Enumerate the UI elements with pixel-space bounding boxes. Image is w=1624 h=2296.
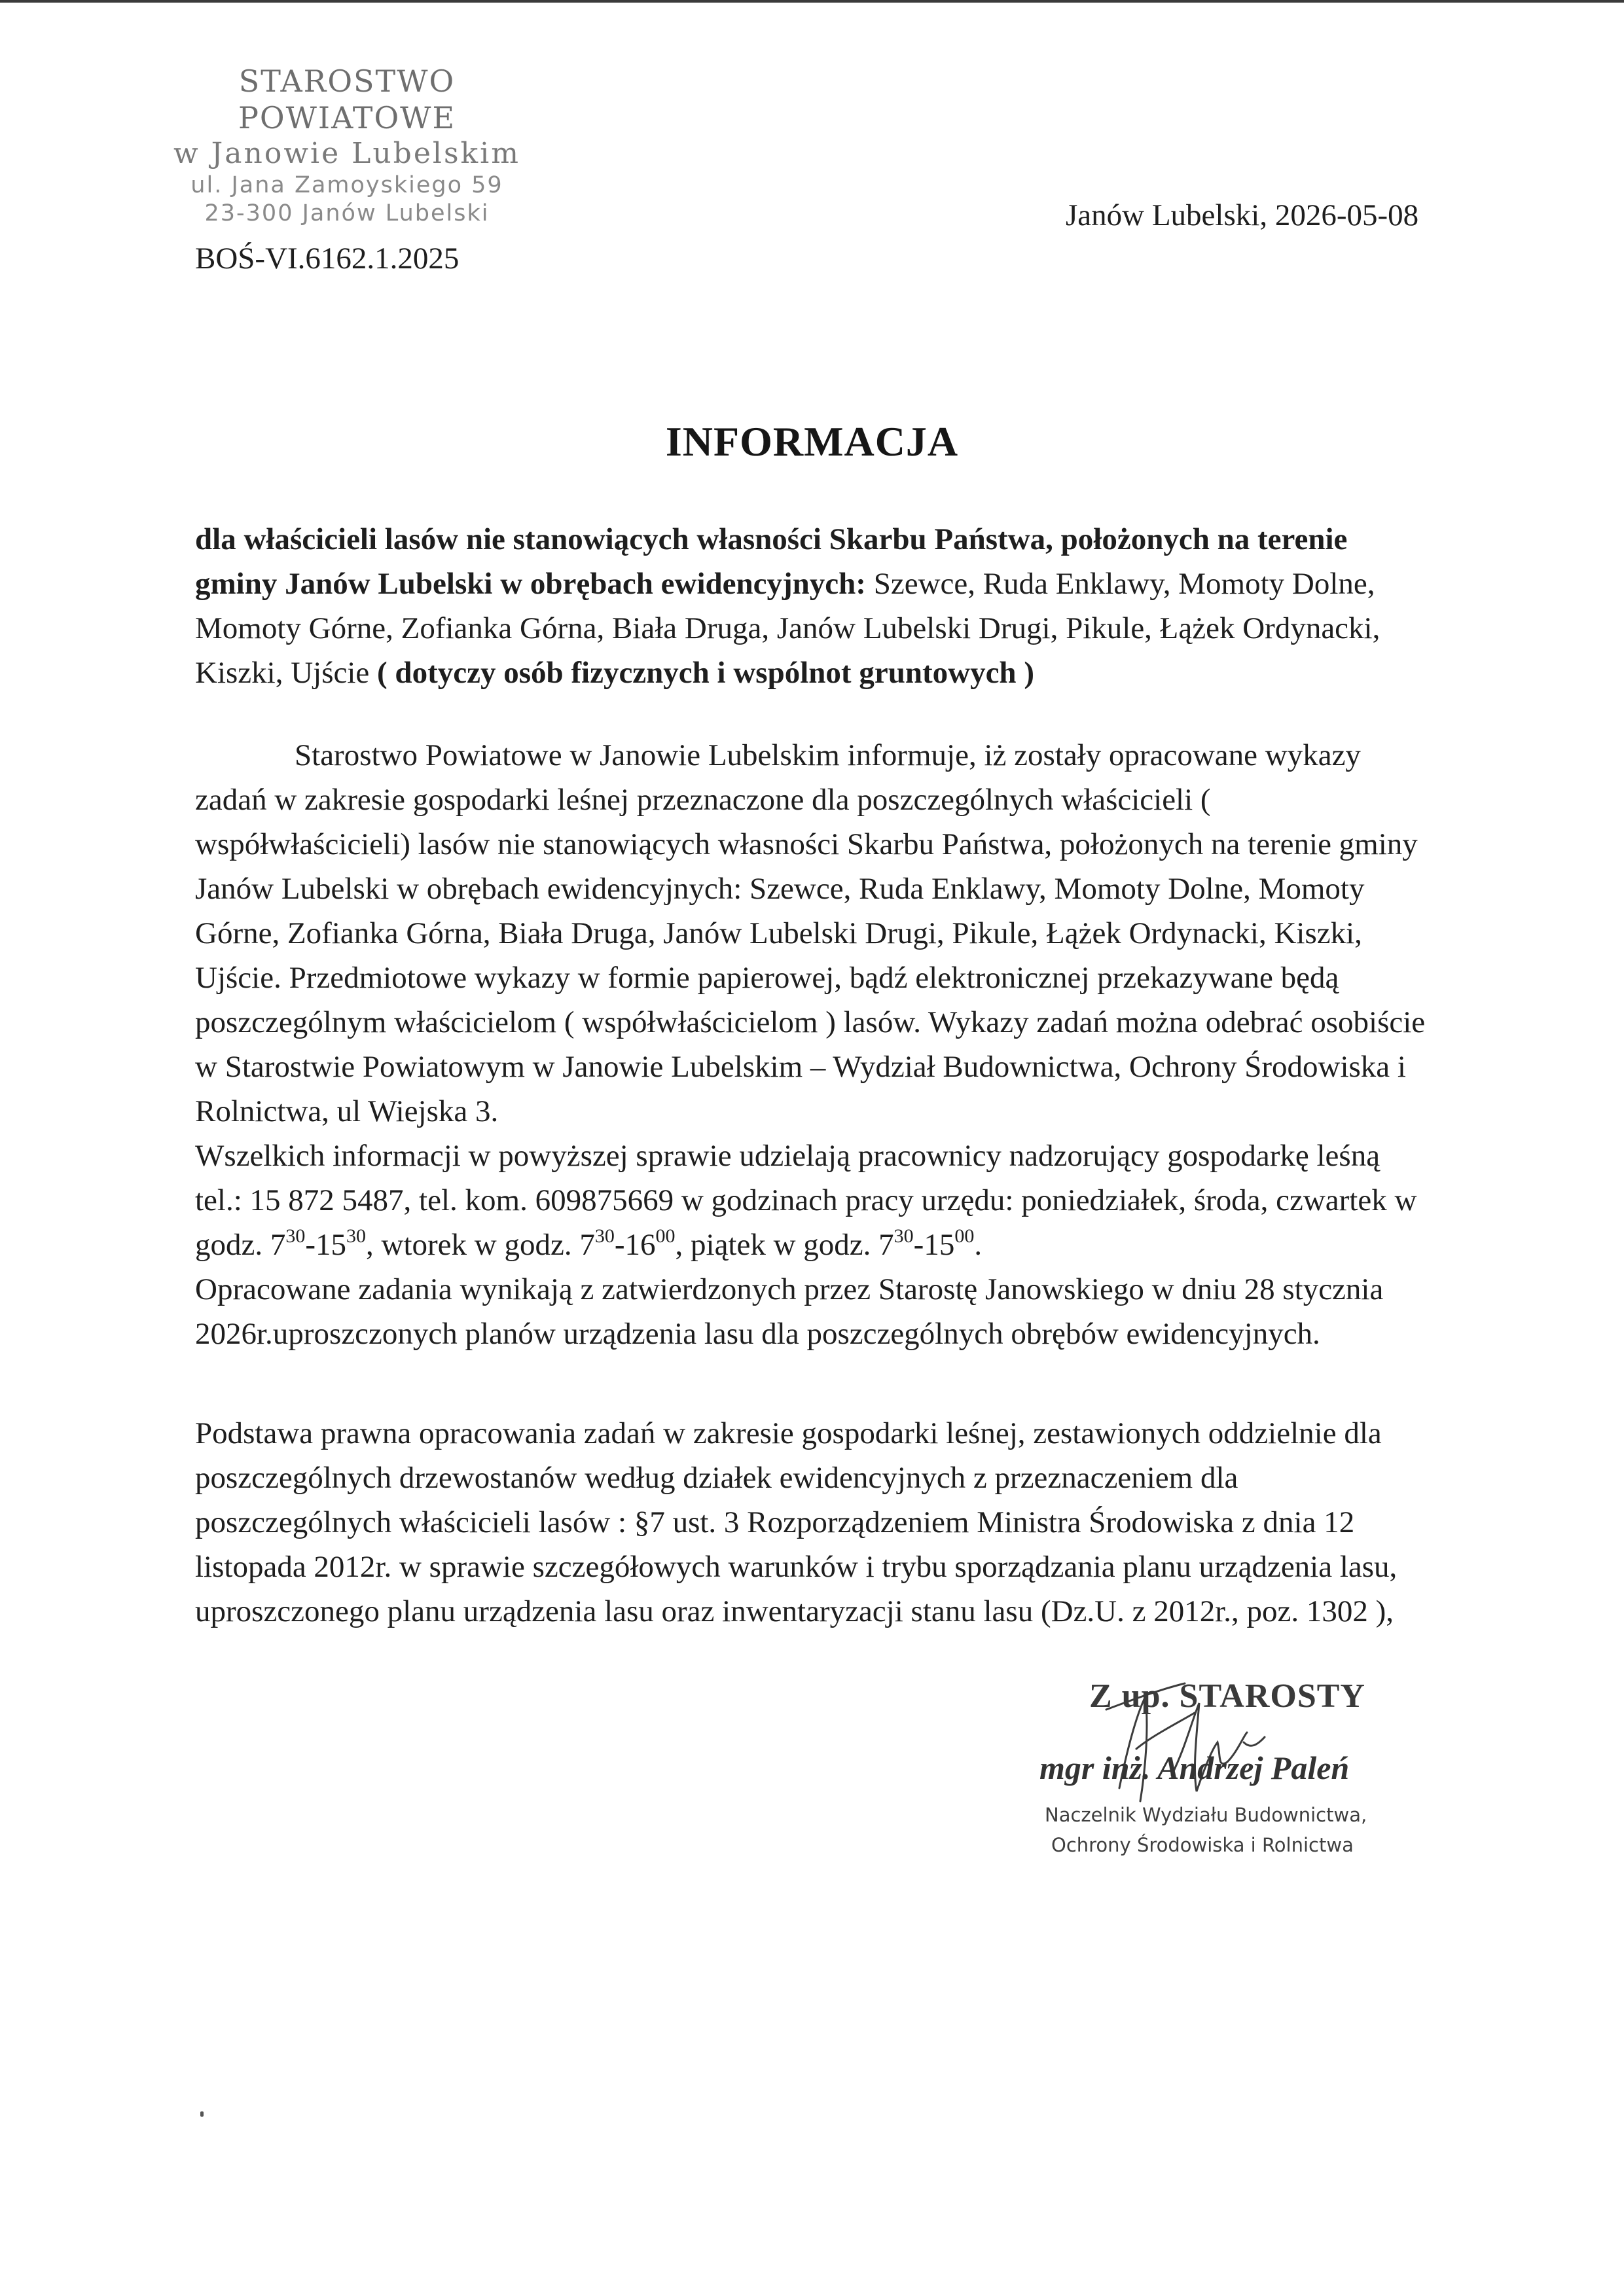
hours-mwt-end-h: 15 (316, 1228, 347, 1262)
hours-tue-label: , wtorek w godz. (366, 1228, 580, 1262)
stamp-postal-city: 23-300 Janów Lubelski (204, 200, 490, 226)
main-body (195, 733, 1432, 1356)
paragraph-legal-basis: Podstawa prawna opracowania zadań w zakresie gospodarki leśnej, zestawionych oddzielnie dla poszczególnych drzewostanów według działek ewidencyjnych z przeznaczeniem dla poszczególnych właścicieli lasów : §7 ust. 3 Rozporządzeniem Ministra Środowiska z dnia 12 listopada 2012r. w sprawie szczegółowych warunków i trybu sporządzania planu urządzenia lasu, uproszczonego planu urządzenia lasu oraz inwentaryzacji stanu lasu (Dz.U. z 2012r., poz. 1302 ), (195, 1416, 1398, 1628)
signatory-role-line2: Ochrony Środowiska i Rolnictwa (1051, 1834, 1354, 1856)
contact-text: Wszelkich informacji w powyższej sprawie udzielają pracownicy nadzorujący gospodarkę leśną tel.: 15 872 5487, tel. kom. 609875669 w godzinach pracy urzędu: poniedziałek, środa, czwartek w godz. (195, 1139, 1417, 1262)
hours-fri-label: , piątek w godz. (675, 1228, 879, 1262)
hours-mwt-end-m: 30 (346, 1225, 367, 1247)
stamp-street: ul. Jana Zamoyskiego 59 (190, 171, 503, 198)
office-address-stamp (164, 63, 530, 227)
intro-places: Szewce, Ruda Enklawy, Momoty Dolne, Momoty Górne, Zofianka Górna, Biała Druga, Janów Lubelski Drugi, Pikule, Łążek Ordynacki, Kiszki, Ujście (195, 567, 1380, 690)
paragraph-announcement: Starostwo Powiatowe w Janowie Lubelskim informuje, iż zostały opracowane wykazy zadań w zakresie gospodarki leśnej przeznaczone dla poszczególnych właścicieli ( współwłaścicieli) lasów nie stanowiących własności Skarbu Państwa, położonych na terenie gminy Janów Lubelski w obrębach ewidencyjnych: Szewce, Ruda Enklawy, Momoty Dolne, Momoty Górne, Zofianka Górna, Biała Druga, Janów Lubelski Drugi, Pikule, Łążek Ordynacki, Kiszki, Ujście. Przedmiotowe wykazy w formie papierowej, bądź elektronicznej przekazywane będą poszczególnym właścicielom ( współwłaścicielom ) lasów. Wykazy zadań można odebrać osobiście w Starostwie Powiatowym w Janowie Lubelskim – Wydział Budownictwa, Ochrony Środowiska i Rolnictwa, ul Wiejska 3. (195, 738, 1426, 1128)
hours-mwt-start-h: 7 (270, 1228, 286, 1262)
legal-basis-section (195, 1411, 1432, 1634)
hours-fri-start-h: 7 (878, 1228, 894, 1262)
reference-number: BOŚ-VI.6162.1.2025 (195, 242, 460, 276)
signature-block (1021, 1677, 1427, 1886)
letter-date: Janów Lubelski, 2026-05-08 (1066, 198, 1419, 232)
hours-tue-end-h: 16 (624, 1228, 656, 1262)
hours-fri-start-m: 30 (893, 1225, 914, 1247)
intro-paragraph (195, 517, 1432, 695)
signature-on-behalf: Z up. STAROSTY (1089, 1677, 1365, 1715)
document-title: INFORMACJA (665, 418, 959, 465)
hours-end: . (974, 1228, 983, 1262)
hours-fri-end-h: 15 (924, 1228, 955, 1262)
signatory-role-line1: Naczelnik Wydziału Budownictwa, (1045, 1804, 1367, 1826)
stamp-office-town: w Janowie Lubelskim (173, 137, 520, 171)
hours-mwt-start-m: 30 (285, 1225, 306, 1247)
signatory-name: mgr inż. Andrzej Paleń (1039, 1749, 1350, 1786)
paragraph-approval: Opracowane zadania wynikają z zatwierdzonych przez Starostę Janowskiego w dniu 28 stycznia 2026r.uproszczonych planów urządzenia lasu dla poszczególnych obrębów ewidencyjnych. (195, 1272, 1384, 1351)
hours-fri-end-m: 00 (954, 1225, 975, 1247)
scan-speck (200, 2111, 204, 2117)
intro-addressees: dla właścicieli lasów nie stanowiących własności Skarbu Państwa, położonych na terenie gminy Janów Lubelski w obrębach ewidencyjnych: (195, 522, 1348, 601)
hours-tue-start-h: 7 (579, 1228, 595, 1262)
hours-tue-start-m: 30 (594, 1225, 615, 1247)
scan-top-edge (0, 0, 1624, 3)
hours-tue-end-m: 00 (655, 1225, 676, 1247)
stamp-office-name: STAROSTWO POWIATOWE (238, 63, 456, 136)
paragraph-contact: Wszelkich informacji w powyższej sprawie udzielają pracownicy nadzorujący gospodarkę leśną tel.: 15 872 5487, tel. kom. 609875669 w godzinach pracy urzędu: poniedziałek, środa, czwartek w godz. $7^{30}-15^{30}$, wtorek w godz. $7^{30}-16^{00}$, piątek w godz. $7^{30}-15^{00}$. (195, 1139, 1417, 1262)
intro-scope-note: ( dotyczy osób fizycznych i wspólnot gruntowych ) (369, 656, 1034, 690)
